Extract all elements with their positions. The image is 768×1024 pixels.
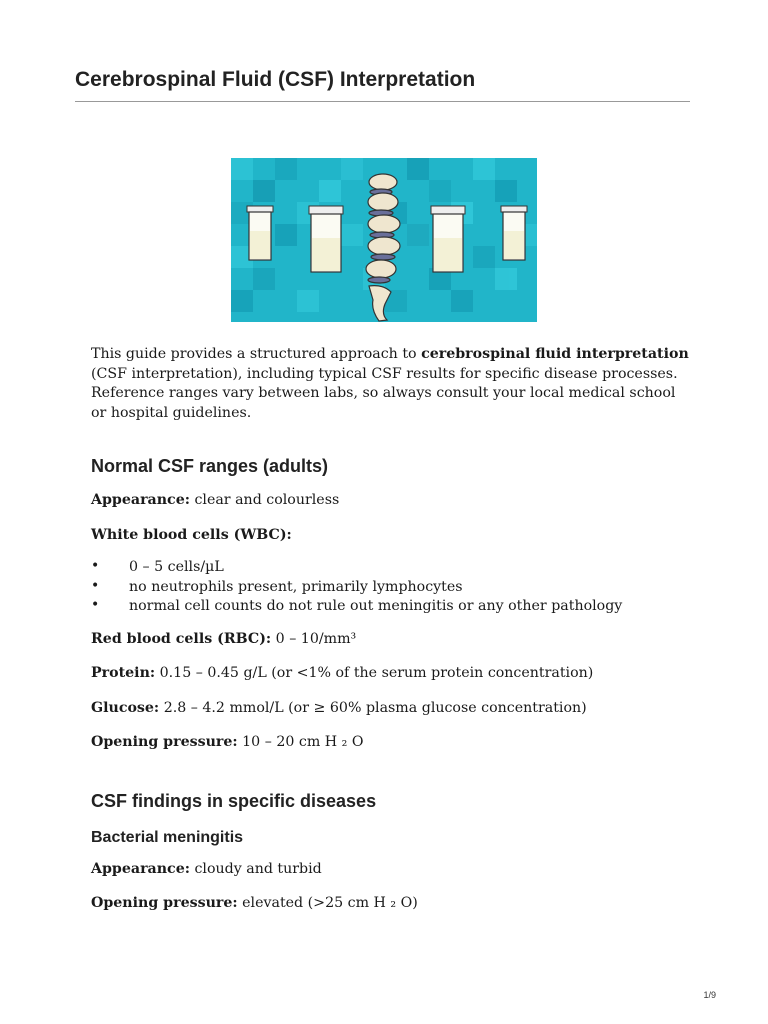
list-item: • normal cell counts do not rule out meningitis or any other pathology — [91, 597, 623, 614]
sample-tube-1 — [247, 206, 273, 260]
bacterial-appearance: Appearance: cloudy and turbid — [91, 860, 322, 877]
sample-tube-3 — [431, 206, 465, 272]
page-number: 1/9 — [703, 990, 716, 1000]
normal-opening-pressure: Opening pressure: 10 – 20 cm H ₂ O — [91, 734, 364, 750]
normal-protein: Protein: 0.15 – 0.45 g/L (or <1% of the serum protein concentration) — [91, 665, 594, 681]
section-heading-specific: CSF findings in specific diseases — [91, 790, 377, 811]
wbc-list — [91, 558, 691, 617]
wbc-label: White blood cells (WBC): — [91, 526, 292, 543]
list-item: • 0 – 5 cells/µL — [91, 558, 224, 575]
subheading-bacterial-meningitis: Bacterial meningitis — [91, 828, 244, 846]
intro-paragraph: This guide provides a structured approach to cerebrospinal fluid interpretation (CSF interpretation), including typical CSF results for specific disease processes. Reference ranges vary between labs, so always consult your local medical school or hospital guidelines. — [91, 346, 689, 421]
normal-glucose: Glucose: 2.8 – 4.2 mmol/L (or ≥ 60% plasma glucose concentration) — [91, 699, 587, 716]
article-body — [91, 345, 691, 929]
sample-tube-4 — [501, 206, 527, 260]
page-title: Cerebrospinal Fluid (CSF) Interpretation — [75, 68, 476, 91]
sample-tube-2 — [309, 206, 343, 272]
normal-rbc: Red blood cells (RBC): 0 – 10/mm³ — [91, 630, 357, 647]
normal-appearance: Appearance: clear and colourless — [91, 492, 340, 508]
csf-illustration — [231, 158, 537, 322]
list-item: • no neutrophils present, primarily lymphocytes — [91, 577, 463, 595]
section-heading-normal: Normal CSF ranges (adults) — [91, 456, 329, 476]
bacterial-opening-pressure: Opening pressure: elevated (>25 cm H ₂ O) — [91, 895, 418, 911]
title-divider — [75, 101, 690, 102]
